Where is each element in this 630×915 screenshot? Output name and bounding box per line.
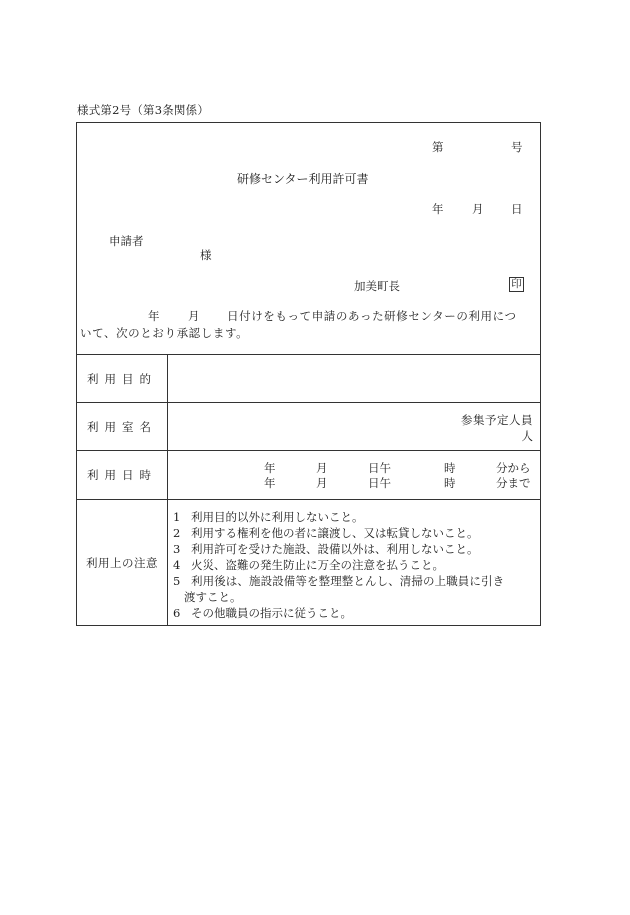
to-hour: 時 xyxy=(444,476,456,490)
date-year: 年 xyxy=(432,202,444,216)
from-month: 月 xyxy=(316,461,328,475)
notice-item xyxy=(173,605,352,621)
notice-item xyxy=(173,573,504,589)
notice-text: その他職員の指示に従うこと。 xyxy=(191,606,352,620)
notes-label: 利用上の注意 xyxy=(86,556,158,570)
notice-number: 5 xyxy=(173,574,181,588)
notice-number: 6 xyxy=(173,606,181,620)
attendees-label: 参集予定人員 xyxy=(461,413,533,427)
body-month: 月 xyxy=(188,309,200,323)
notice-item xyxy=(173,525,479,541)
document-title: 研修センター利用許可書 xyxy=(237,172,369,186)
issuer-name: 加美町長 xyxy=(354,279,400,293)
notice-number: 2 xyxy=(173,526,181,540)
attendees-unit: 人 xyxy=(521,429,533,443)
notice-number: 4 xyxy=(173,558,181,572)
column-divider xyxy=(167,354,168,626)
notice-number: 1 xyxy=(173,510,181,524)
notice-item xyxy=(173,557,444,573)
from-minute: 分から xyxy=(496,461,531,475)
date-month: 月 xyxy=(472,202,484,216)
divider-room-top xyxy=(77,402,540,403)
notice-item xyxy=(173,509,364,525)
notice-text: 利用する権利を他の者に譲渡し、又は転貸しないこと。 xyxy=(191,526,479,540)
applicant-label: 申請者 xyxy=(109,234,144,248)
to-minute: 分まで xyxy=(496,476,531,490)
seal-mark: 印 xyxy=(509,277,524,292)
purpose-label: 利用目的 xyxy=(87,372,157,386)
notice-text: 渡すこと。 xyxy=(184,590,242,604)
number-suffix: 号 xyxy=(511,140,523,154)
number-prefix: 第 xyxy=(432,140,444,154)
notice-item xyxy=(173,541,479,557)
datetime-label: 利用日時 xyxy=(87,468,157,482)
notice-item xyxy=(173,589,242,605)
to-day-noon: 日午 xyxy=(368,476,391,490)
divider-datetime-top xyxy=(77,450,540,451)
notice-text: 火災、盗難の発生防止に万全の注意を払うこと。 xyxy=(191,558,444,572)
to-year: 年 xyxy=(264,476,276,490)
form-label: 様式第2号（第3条関係） xyxy=(77,103,210,117)
body-year: 年 xyxy=(148,309,160,323)
notice-text: 利用許可を受けた施設、設備以外は、利用しないこと。 xyxy=(191,542,479,556)
applicant-honorific: 様 xyxy=(200,248,212,262)
permit-form xyxy=(76,122,541,626)
from-hour: 時 xyxy=(444,461,456,475)
room-label: 利用室名 xyxy=(87,420,157,434)
from-day-noon: 日午 xyxy=(368,461,391,475)
to-month: 月 xyxy=(316,476,328,490)
notice-number: 3 xyxy=(173,542,181,556)
date-day: 日 xyxy=(511,202,523,216)
notice-text: 利用目的以外に利用しないこと。 xyxy=(191,510,364,524)
divider-purpose-top xyxy=(77,354,540,355)
body-line1: 日付けをもって申請のあった研修センターの利用につ xyxy=(227,309,517,323)
notice-text: 利用後は、施設設備等を整理整とんし、清掃の上職員に引き xyxy=(191,574,505,588)
from-year: 年 xyxy=(264,461,276,475)
divider-notes-top xyxy=(77,499,540,500)
body-line2: いて、次のとおり承認します。 xyxy=(80,326,249,340)
